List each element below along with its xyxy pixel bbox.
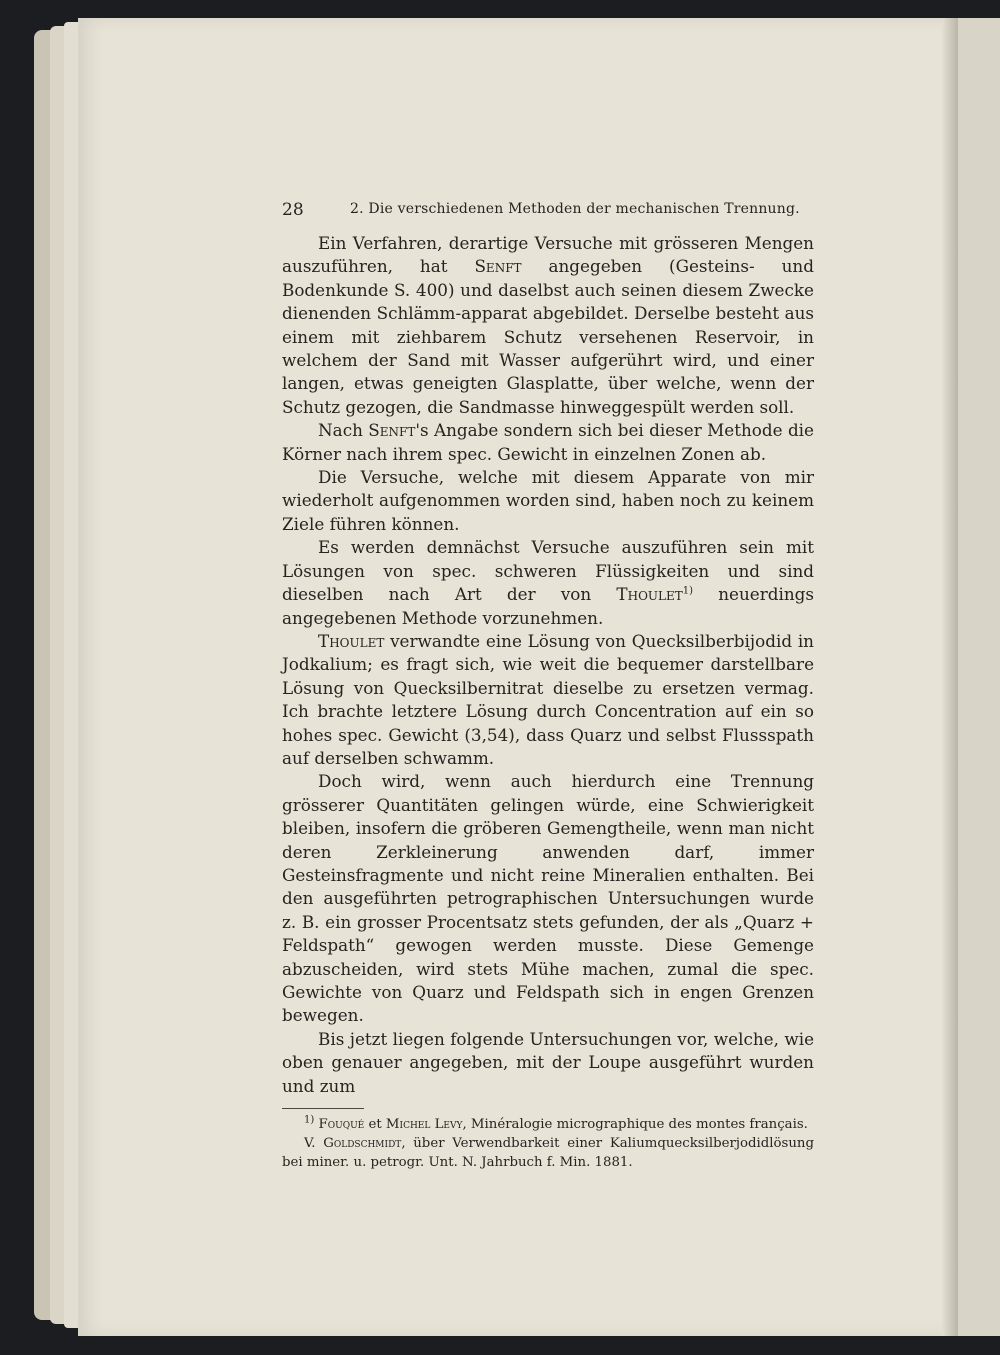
paragraph: Es werden demnächst Versuche auszuführen sein mit Lösungen von spec. schweren Flüssigkeiten und sind dieselben nach Art der von Thoulet$^{1)}$ neuerdings angegebenen Methode vorzunehmen. bbox=[282, 537, 815, 628]
footnotes bbox=[282, 1115, 814, 1172]
paragraph: Doch wird, wenn auch hierdurch eine Trennung grösserer Quantitäten gelingen würde, eine Schwierigkeit bleiben, insofern die gröberen Gemengtheile, wenn man nicht deren Zerkleinerung anwenden darf, immer Gesteinsfragmente und nicht reine Mineralien enthalten. Bei den ausgeführten petrographischen Untersuchungen wurde z. B. ein grosser Procentsatz stets gefunden, der als „Quarz + Feldspath“ gewogen werden musste. Diese Gemenge abzuscheiden, wird stets Mühe machen, zumal die spec. Gewichte von Quarz und Feldspath sich in engen Grenzen bewegen. bbox=[282, 771, 814, 1026]
book-gutter bbox=[942, 18, 958, 1336]
running-head bbox=[282, 200, 814, 224]
running-title: 2. Die verschiedenen Methoden der mechanischen Trennung. bbox=[350, 201, 800, 217]
paragraph: Bis jetzt liegen folgende Untersuchungen vor, welche, wie oben genauer angegeben, mit der Loupe ausgeführt wurden und zum bbox=[282, 1028, 814, 1096]
footnote: V. Goldschmidt, über Verwendbarkeit einer Kaliumquecksilberjodidlösung bei miner. u. petrogr. Unt. N. Jahrbuch f. Min. 1881. bbox=[282, 1136, 815, 1171]
body-text bbox=[282, 232, 814, 1098]
paragraph: Ein Verfahren, derartige Versuche mit grösseren Mengen auszuführen, hat Senft angegeben (Gesteins- und Bodenkunde S. 400) und daselbst auch seinen diesem Zwecke dienenden Schlämm-apparat abgebildet. Derselbe besteht aus einem mit ziehbarem Schutz versehenen Reservoir, in welchem der Sand mit Wasser aufgerührt wird, und einer langen, etwas geneigten Glasplatte, über welche, wenn der Schutz gezogen, die Sandmasse hinweggespült werden soll. bbox=[282, 233, 814, 417]
paragraph: Thoulet verwandte eine Lösung von Quecksilberbijodid in Jodkalium; es fragt sich, wie weit die bequemer darstellbare Lösung von Quecksilbernitrat dieselbe zu ersetzen vermag. Ich brachte letztere Lösung durch Concentration auf ein so hohes spec. Gewicht (3,54), dass Quarz und selbst Flussspath auf derselben schwamm. bbox=[282, 630, 814, 768]
footnote-reference: 1) bbox=[682, 585, 694, 597]
footnote-divider bbox=[282, 1108, 364, 1109]
footnote: $^{1)}$ Fouqué et Michel Levy, Minéralogie micrographique des montes français. bbox=[304, 1114, 808, 1133]
page-number: 28 bbox=[282, 200, 304, 220]
paragraph: Nach Senft's Angabe sondern sich bei dieser Methode die Körner nach ihrem spec. Gewicht in einzelnen Zonen ab. bbox=[282, 420, 814, 464]
page-text-block bbox=[282, 200, 814, 1172]
facing-page-edge bbox=[958, 18, 1000, 1336]
paragraph: Die Versuche, welche mit diesem Apparate von mir wiederholt aufgenommen worden sind, haben noch zu keinem Ziele führen können. bbox=[282, 467, 814, 534]
